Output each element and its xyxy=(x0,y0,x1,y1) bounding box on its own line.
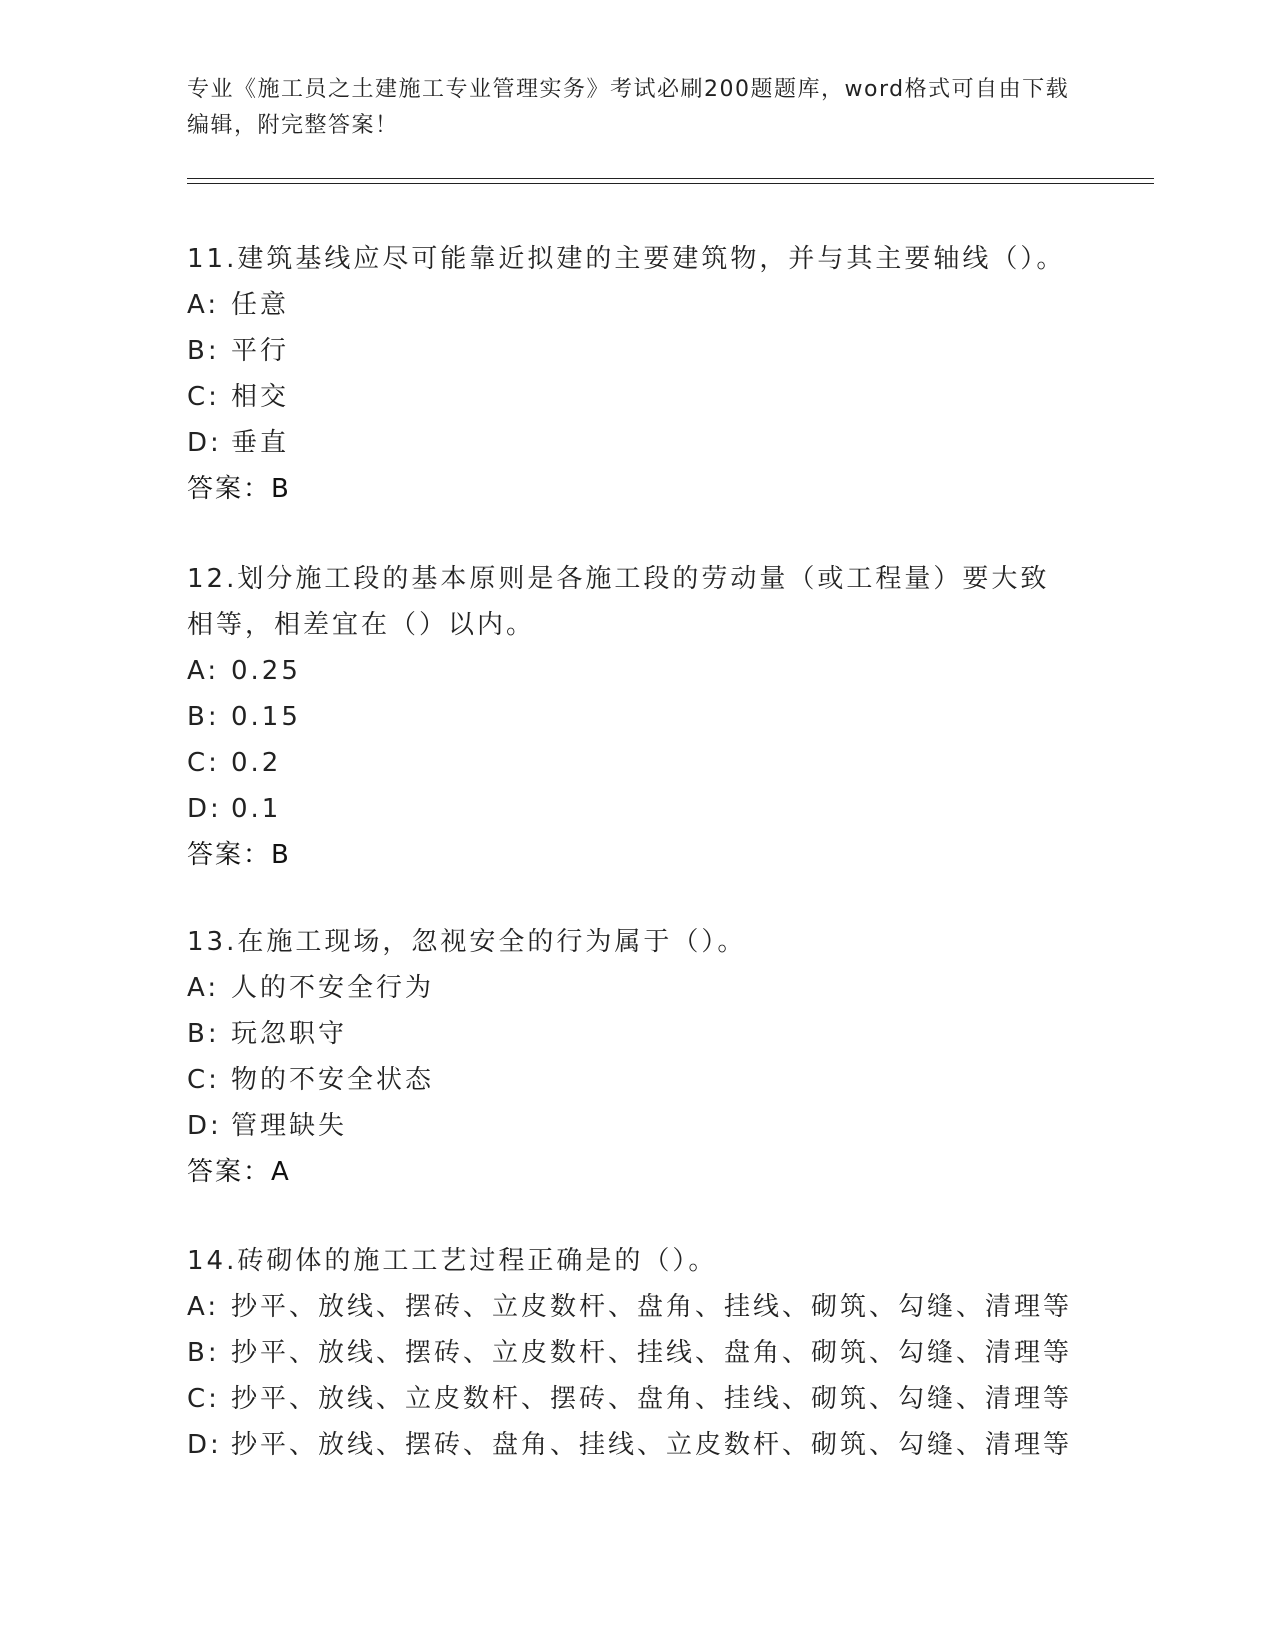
option-text: 抄平、放线、立皮数杆、摆砖、盘角、挂线、砌筑、勾缝、清理等 xyxy=(231,1384,1073,1414)
option-key: C: xyxy=(187,1065,220,1095)
option-c xyxy=(187,740,1087,786)
question-12 xyxy=(187,556,1087,878)
option-d xyxy=(187,1103,1087,1149)
option-text: 垂直 xyxy=(231,428,290,458)
option-key: D: xyxy=(187,1111,222,1141)
option-a xyxy=(187,965,1087,1011)
option-text: 0.1 xyxy=(231,794,282,824)
option-key: A: xyxy=(187,1292,220,1322)
option-key: A: xyxy=(187,656,220,686)
option-key: A: xyxy=(187,973,220,1003)
option-key: D: xyxy=(187,1430,222,1460)
option-key: B: xyxy=(187,336,220,366)
option-c xyxy=(187,1376,1087,1422)
option-a xyxy=(187,648,1087,694)
option-key: C: xyxy=(187,382,220,412)
option-text: 玩忽职守 xyxy=(231,1019,348,1049)
option-text: 平行 xyxy=(231,336,290,366)
question-stem: 13.在施工现场，忽视安全的行为属于（）。 xyxy=(187,927,747,957)
option-text: 相交 xyxy=(231,382,290,412)
option-d xyxy=(187,786,1087,832)
option-key: B: xyxy=(187,702,220,732)
option-key: A: xyxy=(187,290,220,320)
option-c xyxy=(187,374,1087,420)
question-stem: 11.建筑基线应尽可能靠近拟建的主要建筑物，并与其主要轴线（）。 xyxy=(187,244,1066,274)
option-text: 0.25 xyxy=(231,656,301,686)
header-rule-top xyxy=(187,178,1154,179)
option-text: 抄平、放线、摆砖、立皮数杆、盘角、挂线、砌筑、勾缝、清理等 xyxy=(231,1292,1073,1322)
question-stem: 12.划分施工段的基本原则是各施工段的劳动量（或工程量）要大致相等，相差宜在（）以内。 xyxy=(187,564,1050,640)
option-text: 人的不安全行为 xyxy=(231,973,435,1003)
option-c xyxy=(187,1057,1087,1103)
option-key: D: xyxy=(187,794,222,824)
option-b xyxy=(187,1330,1087,1376)
option-text: 抄平、放线、摆砖、立皮数杆、挂线、盘角、砌筑、勾缝、清理等 xyxy=(231,1338,1073,1368)
option-key: C: xyxy=(187,1384,220,1414)
option-text: 0.15 xyxy=(231,702,301,732)
option-d xyxy=(187,1422,1087,1468)
option-d xyxy=(187,420,1087,466)
option-text: 管理缺失 xyxy=(231,1111,348,1141)
option-text: 物的不安全状态 xyxy=(231,1065,435,1095)
question-11 xyxy=(187,236,1087,512)
option-a xyxy=(187,1284,1087,1330)
option-text: 0.2 xyxy=(231,748,282,778)
answer-line: 答案：B xyxy=(187,840,291,870)
question-stem: 14.砖砌体的施工工艺过程正确是的（）。 xyxy=(187,1246,718,1276)
option-key: B: xyxy=(187,1338,220,1368)
option-a xyxy=(187,282,1087,328)
option-text: 抄平、放线、摆砖、盘角、挂线、立皮数杆、砌筑、勾缝、清理等 xyxy=(231,1430,1073,1460)
header-rule-bottom xyxy=(187,183,1154,184)
answer-line: 答案：B xyxy=(187,474,291,504)
option-b xyxy=(187,328,1087,374)
option-key: D: xyxy=(187,428,222,458)
option-key: C: xyxy=(187,748,220,778)
question-14 xyxy=(187,1238,1087,1468)
option-key: B: xyxy=(187,1019,220,1049)
answer-line: 答案：A xyxy=(187,1157,291,1187)
option-b xyxy=(187,694,1087,740)
question-13 xyxy=(187,919,1087,1195)
option-b xyxy=(187,1011,1087,1057)
option-text: 任意 xyxy=(231,290,290,320)
document-header: 专业《施工员之土建施工专业管理实务》考试必刷200题题库，word格式可自由下载编辑，附完整答案！ xyxy=(187,77,1070,138)
